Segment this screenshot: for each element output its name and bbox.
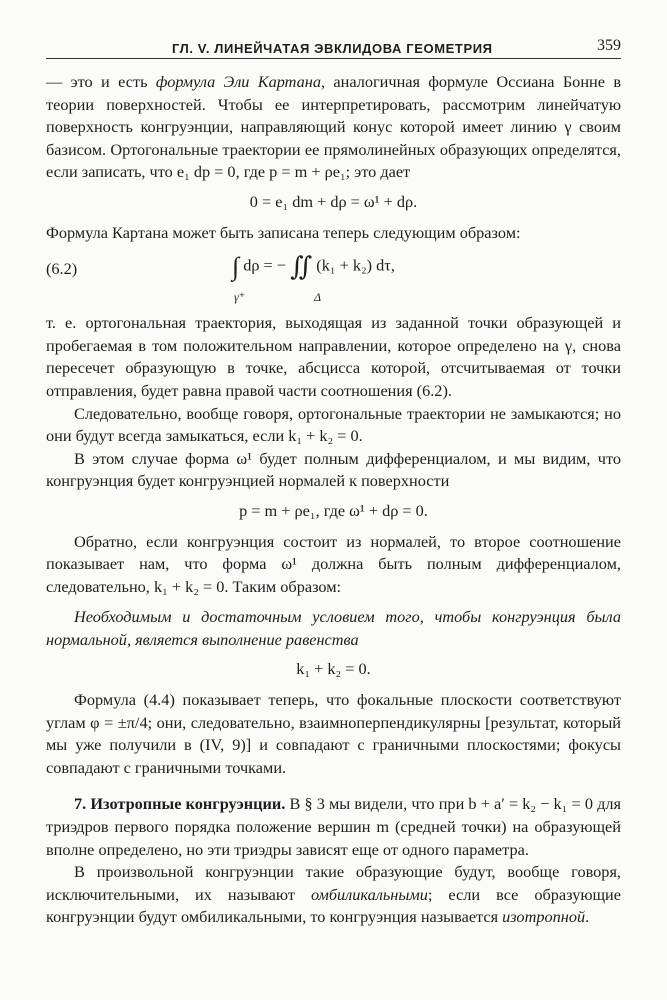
equation-body <box>232 252 395 305</box>
equation-normals: p = m + ρe₁, где ω¹ + dρ = 0. <box>239 500 428 520</box>
integral-sign: ∫ <box>232 252 240 282</box>
theorem-normal-condition: Необходимым и достаточным условием того, чтобы конгруэнция была нормальной, является выполнение равенства <box>46 607 621 649</box>
page-number: 359 <box>597 37 621 54</box>
double-integral-sign: ∬ <box>290 252 313 282</box>
section-isotropic <box>46 793 621 861</box>
text-run: В произвольной конгруэнции такие образующие будут, вообще говоря, исключительными, их называют <box>46 862 621 904</box>
integral-lower-limit: γ⁺ <box>234 290 246 305</box>
paragraph-focal-planes: Формула (4.4) показывает теперь, что фокальные плоскости соответствуют углам φ = ±π/4; они, следовательно, взаимноперпендикулярны [результат, который мы уже получили в (IV, 9)] и совпадают с граничными плоскостями; фокусы совпадают с граничными точками. <box>46 690 621 777</box>
chapter-title: ГЛ. V. ЛИНЕЙЧАТАЯ ЭВКЛИДОВА ГЕОМЕТРИЯ <box>172 41 493 56</box>
text-run: . <box>585 907 590 927</box>
emphasis-formula-name: формула Эли Картана <box>155 72 321 91</box>
paragraph-cartan-formula <box>46 71 621 184</box>
paragraph-converse: Обратно, если конгруэнция состоит из нормалей, то второе соотношение показывает нам, что форма ω¹ должна быть полным дифференциалом, следовательно, k₁ + k₂ = 0. Таким образом: <box>46 531 621 596</box>
equation-normal-condition: k₁ + k₂ = 0. <box>296 659 371 679</box>
text-run: ; если все образующие конгруэнции будут омбиликальными, то конгруэнция называется <box>46 884 621 927</box>
text-run: — это и есть <box>46 72 156 91</box>
paragraph-total-differential: В этом случае форма ω¹ будет полным дифференциалом, и мы видим, что конгруэнция будет конгруэнцией нормалей к поверхности <box>46 448 621 491</box>
equation-rhs: (k₁ + k₂) dτ, <box>316 255 395 275</box>
paragraph-consequently: Следовательно, вообще говоря, ортогональные траектории не замыкаются; но они будут всегда замыкаться, если k₁ + k₂ = 0. <box>46 403 621 446</box>
text-run: , аналогичная формуле Оссиана Бонне в теории поверхностей. Чтобы ее интерпретировать, рассмотрим линейчатую поверхность конгруэнции, направляющий конус которой имеет линию γ своим базисом. Ортогональные траектории ее прямолинейных образующих определятся, если записать, что e₁ dp = 0, где p = m + ρe₁; это дает <box>46 72 622 182</box>
running-header <box>46 34 621 59</box>
emphasis-isotropic: изотропной <box>502 907 586 927</box>
equation-6-2 <box>46 252 621 305</box>
paragraph-cartan-rewrite: Формула Картана может быть записана теперь следующим образом: <box>46 222 521 242</box>
double-integral-domain: Δ <box>314 290 322 305</box>
section-text: В § 3 мы видели, что при b + a′ = k₂ − k₁ = 0 для триэдров первого порядка положение вершин m (средней точки) на образующей вполне определено, но эти триэдры зависят еще от одного параметра. <box>46 794 621 859</box>
emphasis-umbilical: омбиликальными <box>310 884 428 904</box>
paragraph-trajectory: т. е. ортогональная траектория, выходящая из заданной точки образующей и пробегаемая в том положительном направлении, которое определено на γ, снова пересечет образующую в точке, абсцисса которой, отсчитываемая от точки отправления, будет равна правой части соотношения (6.2). <box>46 313 621 400</box>
paragraph-umbilical <box>46 861 621 929</box>
section-heading: 7. Изотропные конгруэнции. <box>74 794 286 814</box>
equation-lhs: dρ = − <box>243 255 286 275</box>
equation-number: (6.2) <box>46 259 78 279</box>
equation-orthogonal: 0 = e₁ dm + dρ = ω¹ + dρ. <box>249 191 418 211</box>
